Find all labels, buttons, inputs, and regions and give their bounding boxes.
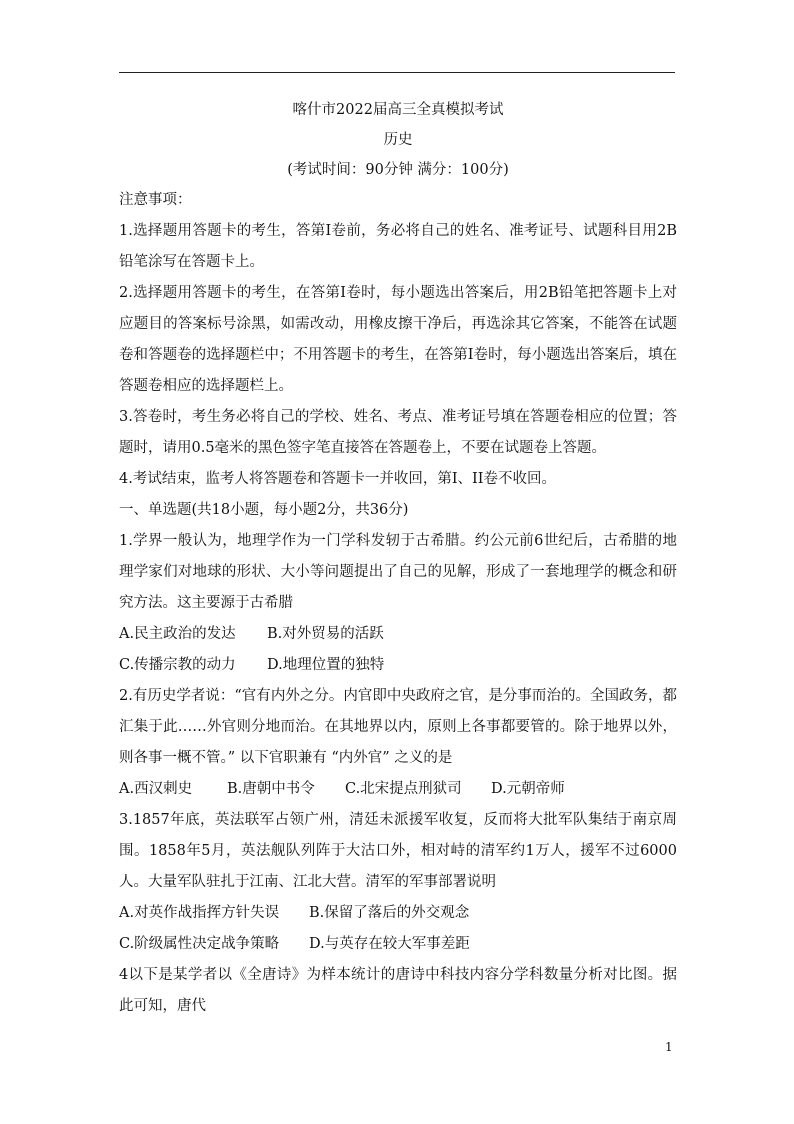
question-options bbox=[119, 929, 677, 960]
note-item: 2.选择题用答题卡的考生，在答第I卷时，每小题选出答案后，用2B铅笔把答题卡上对应题目的答案标号涂黑，如需改动，用橡皮擦干净后，再选涂其它答案，不能答在试题卷和答题卷的选择题栏中；不用答题卡的考生，在答第I卷时，每小题选出答案后，填在答题卷相应的选择题栏上。 bbox=[119, 285, 677, 394]
note-item: 3.答卷时，考生务必将自己的学校、姓名、考点、准考证号填在答题卷相应的位置；答题时，请用0.5毫米的黑色签字笔直接答在答题卷上，不要在试题卷上答题。 bbox=[119, 409, 677, 456]
option-c: C.阶级属性决定战争策略 bbox=[119, 936, 280, 952]
question-stem: 3.1857年底，英法联军占领广州，清廷未派援军收复，反而将大批军队集结于南京周围。1858年5月，英法舰队列阵于大沽口外，相对峙的清军约1万人，援军不过6000人。大量军队驻扎于江南、江北大营。清军的军事部署说明 bbox=[119, 812, 677, 890]
question-options bbox=[119, 774, 677, 805]
note-item: 1.选择题用答题卡的考生，答第I卷前，务必将自己的姓名、准考证号、试题科目用2B铅笔涂写在答题卡上。 bbox=[119, 223, 677, 270]
option-d: D.元朝帝师 bbox=[491, 781, 565, 797]
question-options bbox=[119, 650, 677, 681]
option-a: A.对英作战指挥方针失误 bbox=[119, 905, 280, 921]
question-stem: 1.学界一般认为，地理学作为一门学科发轫于古希腊。约公元前6世纪后，古希腊的地理学家们对地球的形状、大小等问题提出了自己的见解，形成了一套地理学的概念和研究方法。这主要源于古希腊 bbox=[119, 533, 677, 611]
option-b: B.对外贸易的活跃 bbox=[267, 626, 384, 642]
question-options bbox=[119, 898, 677, 929]
question-stem: 4以下是某学者以《全唐诗》为样本统计的唐诗中科技内容分学科数量分析对比图。据此可知，唐代 bbox=[119, 967, 677, 1014]
option-b: B.保留了落后的外交观念 bbox=[309, 905, 470, 921]
header-rule bbox=[119, 72, 675, 73]
option-a: A.西汉刺史 bbox=[119, 781, 193, 797]
exam-page bbox=[119, 95, 677, 1022]
exam-title: 喀什市2022届高三全真模拟考试 bbox=[292, 102, 504, 118]
question-stem: 2.有历史学者说：“官有内外之分。内官即中央政府之官，是分事而治的。全国政务，都汇集于此……外官则分地而治。在其地界以内，原则上各事都要管的。除于地界以外，则各事一概不管。” 以下官职兼有 “内外官” 之义的是 bbox=[119, 688, 677, 766]
option-d: D.与英存在较大军事差距 bbox=[309, 936, 470, 952]
exam-subject: 历史 bbox=[383, 132, 413, 148]
option-b: B.唐朝中书令 bbox=[227, 781, 315, 797]
page-number: 1 bbox=[665, 1040, 673, 1054]
option-c: C.北宋提点刑狱司 bbox=[345, 781, 462, 797]
option-d: D.地理位置的独特 bbox=[267, 657, 385, 673]
exam-info: (考试时间：90分钟 满分：100分) bbox=[287, 162, 509, 178]
note-item: 4.考试结束，监考人将答题卷和答题卡一并收回，第I、II卷不收回。 bbox=[119, 471, 557, 487]
question-options bbox=[119, 619, 677, 650]
notes-heading: 注意事项： bbox=[119, 192, 192, 208]
option-a: A.民主政治的发达 bbox=[119, 626, 236, 642]
section-heading: 一、单选题(共18小题，每小题2分，共36分) bbox=[119, 502, 409, 518]
option-c: C.传播宗教的动力 bbox=[119, 657, 236, 673]
